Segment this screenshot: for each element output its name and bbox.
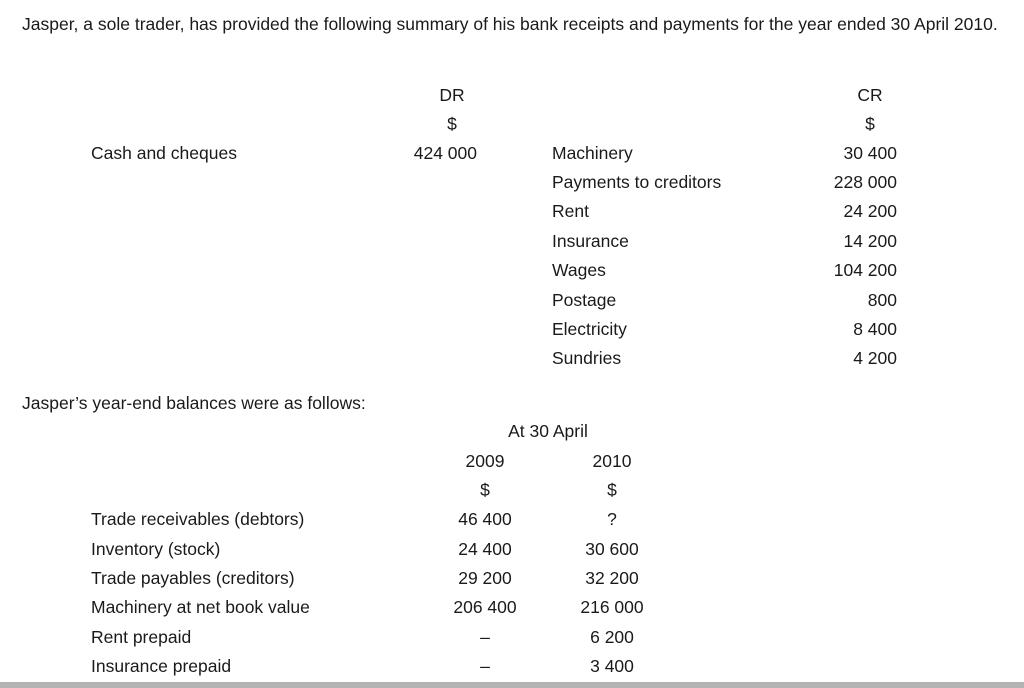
payment-label: Machinery: [552, 143, 633, 163]
period-header: At 30 April: [508, 421, 588, 441]
receipt-label: Cash and cheques: [91, 143, 237, 163]
balance-2010: 3 400: [590, 656, 634, 676]
payment-label: Postage: [552, 290, 617, 310]
bottom-divider: [0, 682, 1024, 688]
cr-currency: $: [865, 114, 875, 134]
year-header-2010: 2010: [592, 451, 632, 471]
payment-amount: 800: [867, 290, 897, 310]
cr-header: CR: [857, 85, 883, 105]
receipt-amount: 424 000: [413, 143, 477, 163]
balance-2010: 216 000: [580, 597, 644, 617]
balance-2009: 24 400: [458, 539, 512, 559]
payment-label: Wages: [552, 260, 606, 280]
balance-label: Machinery at net book value: [91, 597, 310, 617]
balance-label: Rent prepaid: [91, 627, 192, 647]
payment-amount: 24 200: [843, 201, 897, 221]
balance-2009: –: [480, 656, 490, 676]
balance-label: Trade payables (creditors): [91, 568, 295, 588]
currency-2010: $: [607, 480, 617, 500]
balance-label: Trade receivables (debtors): [91, 509, 305, 529]
balance-2009: 29 200: [458, 568, 512, 588]
balances-intro: Jasper’s year-end balances were as follows:: [22, 393, 366, 413]
balance-2009: 46 400: [458, 509, 512, 529]
payment-label: Insurance: [552, 231, 629, 251]
payment-amount: 30 400: [843, 143, 897, 163]
payment-label: Electricity: [552, 319, 627, 339]
payment-label: Sundries: [552, 348, 622, 368]
payment-amount: 14 200: [843, 231, 897, 251]
balance-2009: 206 400: [453, 597, 517, 617]
payment-label: Payments to creditors: [552, 172, 722, 192]
balance-label: Insurance prepaid: [91, 656, 232, 676]
balance-2010: 6 200: [590, 627, 634, 647]
dr-header: DR: [439, 85, 465, 105]
payment-label: Rent: [552, 201, 589, 221]
dr-currency: $: [447, 114, 457, 134]
balance-2010: 30 600: [585, 539, 639, 559]
payment-amount: 4 200: [853, 348, 897, 368]
balance-2009: –: [480, 627, 490, 647]
balance-2010: 32 200: [585, 568, 639, 588]
payment-amount: 8 400: [853, 319, 897, 339]
balance-2010: ?: [607, 509, 617, 529]
payment-amount: 104 200: [833, 260, 897, 280]
intro-paragraph: Jasper, a sole trader, has provided the following summary of his bank receipts and payments for the year ended 30 April 2010.: [22, 14, 998, 34]
year-header-2009: 2009: [465, 451, 505, 471]
balance-label: Inventory (stock): [91, 539, 221, 559]
currency-2009: $: [480, 480, 490, 500]
payment-amount: 228 000: [833, 172, 897, 192]
